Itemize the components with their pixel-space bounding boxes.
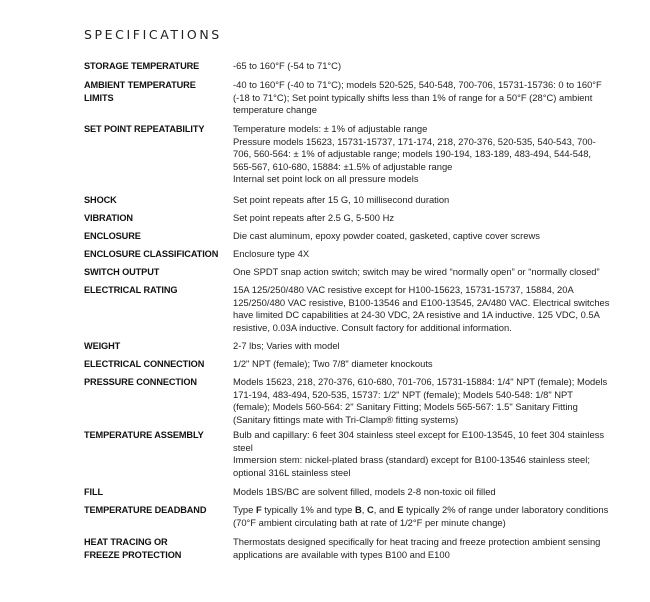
spec-value-line: Enclosure type 4X <box>233 248 310 259</box>
spec-label: SET POINT REPEATABILITY <box>84 124 205 134</box>
deadband-type-f: F <box>255 504 262 515</box>
spec-value <box>233 429 611 479</box>
spec-label: FILL <box>84 487 103 497</box>
spec-value-line: Thermostats designed specifically for heat tracing and freeze protection ambient sensing applications are available with types B100 and E100 <box>233 536 601 560</box>
spec-value-line: 2-7 lbs; Varies with model <box>233 340 340 351</box>
spec-value <box>233 376 611 426</box>
spec-value-line: Internal set point lock on all pressure models <box>233 173 419 185</box>
spec-label: ENCLOSURE <box>84 231 141 241</box>
spec-label: HEAT TRACING OR FREEZE PROTECTION <box>84 537 182 560</box>
spec-value-line <box>233 504 611 529</box>
spec-value-line: Immersion stem: nickel-plated brass (standard) except for B100-13546 stainless steel; optional 316L stainless steel <box>233 454 590 478</box>
spec-value-line: Models 1BS/BC are solvent filled, models 2-8 non-toxic oil filled <box>233 486 496 497</box>
spec-value-line: Temperature models: ± 1% of adjustable range <box>233 123 428 134</box>
spec-label: TEMPERATURE DEADBAND <box>84 505 207 515</box>
deadband-text: , and <box>373 504 398 515</box>
spec-label: VIBRATION <box>84 213 133 223</box>
spec-label: AMBIENT TEMPERATURE LIMITS <box>84 80 196 103</box>
spec-value-line: Set point repeats after 15 G, 10 millisecond duration <box>233 194 450 205</box>
spec-value <box>233 486 611 499</box>
deadband-type-e: E <box>397 504 404 515</box>
spec-value-line: -65 to 160°F (-54 to 71°C) <box>233 60 342 71</box>
spec-value <box>233 79 611 117</box>
spec-label: SHOCK <box>84 195 117 205</box>
spec-label: PRESSURE CONNECTION <box>84 377 197 387</box>
spec-value-line: 15A 125/250/480 VAC resistive except for H100-15623, 15731-15737, 15884, 20A 125/250/480 VAC resistive, B100-13546 and E100-13545, 2A/480 VAC. Electrical switches have limited DC capabilities at 24-30 VDC, 2A resistive and 1A inductive. 125 VDC, 0.5A resistive, 0.03A inductive. Consult factory for additional information. <box>233 284 610 333</box>
spec-value <box>233 248 611 261</box>
spec-value-line: Bulb and capillary: 6 feet 304 stainless steel except for E100-13545, 10 feet 304 stainless steel <box>233 429 605 453</box>
spec-label: STORAGE TEMPERATURE <box>84 61 200 71</box>
deadband-text: typically 2% of range under laboratory conditions (70°F ambient circulating bath at rate of 1/2°F per minute change) <box>233 504 609 528</box>
deadband-type-b: B <box>354 504 362 515</box>
spec-value-line: One SPDT snap action switch; switch may be wired “normally open” or “normally closed” <box>233 266 600 277</box>
spec-value-line: -40 to 160°F (-40 to 71°C); models 520-525, 540-548, 700-706, 15731-15736: 0 to 160°F (-18 to 71°C); Set point typically shifts less than 1% of range for a 50°F (28°C) ambient temperature change <box>233 79 602 116</box>
deadband-text: , <box>361 504 367 515</box>
spec-value <box>233 536 611 561</box>
spec-label: ELECTRICAL RATING <box>84 285 178 295</box>
deadband-type-c: C <box>366 504 374 515</box>
spec-value <box>233 194 611 207</box>
spec-value <box>233 60 611 73</box>
spec-value <box>233 358 611 371</box>
spec-value-line: Models 15623, 218, 270-376, 610-680, 701-706, 15731-15884: 1/4" NPT (female); Models 171-194, 483-494, 520-535, 15737: 1/2" NPT (female); Models 540-548: 1/8" NPT (female); Models 560-564: 2" Sanitary Fitting; Models 565-567: 1.5" Sanitary Fitting (Sanitary fittings mate with Tri-Clamp® fitting systems) <box>233 376 608 425</box>
spec-value <box>233 284 611 334</box>
page-title: SPECIFICATIONS <box>84 27 222 42</box>
spec-label: ELECTRICAL CONNECTION <box>84 359 205 369</box>
spec-value <box>233 230 611 243</box>
spec-value <box>233 504 611 529</box>
spec-value-line: 1/2" NPT (female); Two 7/8" diameter knockouts <box>233 358 433 369</box>
spec-value-line: Set point repeats after 2.5 G, 5-500 Hz <box>233 212 395 223</box>
spec-value <box>233 212 611 225</box>
spec-value-line: Die cast aluminum, epoxy powder coated, gasketed, captive cover screws <box>233 230 540 241</box>
spec-label: TEMPERATURE ASSEMBLY <box>84 430 204 440</box>
spec-label: ENCLOSURE CLASSIFICATION <box>84 249 219 259</box>
spec-value <box>233 266 611 279</box>
spec-label: WEIGHT <box>84 341 121 351</box>
deadband-text: typically 1% and type <box>261 504 355 515</box>
deadband-text: Type <box>233 504 256 515</box>
spec-value <box>233 123 611 186</box>
spec-label: SWITCH OUTPUT <box>84 267 160 277</box>
spec-value-line: Pressure models 15623, 15731-15737, 171-174, 218, 270-376, 520-535, 540-543, 700-706, 560-564: ± 1% of adjustable range; models 190-194, 183-189, 483-494, 544-548, 565-567, 610-680, 15884: ±1.5% of adjustable range <box>233 135 596 172</box>
spec-value <box>233 340 611 353</box>
